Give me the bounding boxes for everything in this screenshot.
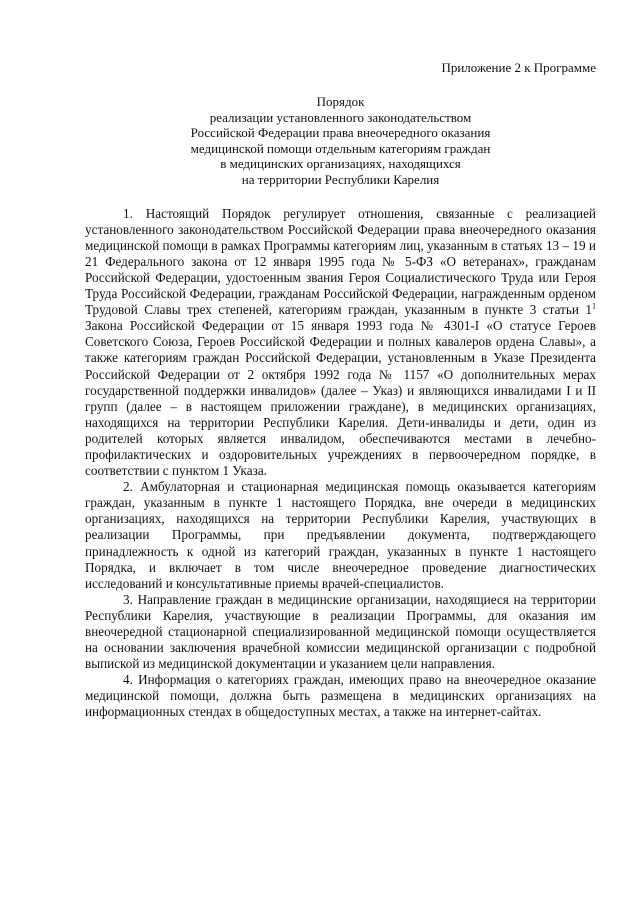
footnote-superscript: 1 xyxy=(592,301,596,311)
paragraph-2: 2. Амбулаторная и стационарная медицинская помощь оказывается категориям граждан, указанным в пункте 1 настоящего Порядка, вне очереди в медицинских организациях, находящихся на территории Республики Карелия, участвующих в реализации Программы, при предъявлении документа, подтверждающего принадлежность к одной из категорий граждан, указанных в пункте 1 настоящего Порядка, и включает в том числе внеочередное проведение диагностических исследований и консультативные приемы врачей-специалистов. xyxy=(85,479,596,591)
paragraph-1-text-end: Закона Российской Федерации от 15 января 1993 года № 4301-I «О статусе Героев Советского Союза, Героев Российской Федерации и полных кавалеров ордена Славы», а также категориям граждан Российской Федерации, установленным в Указе Президента Российской Федерации от 2 октября 1992 года № 1157 «О дополнительных мерах государственной поддержки инвалидов» (далее – Указ) и являющихся инвалидами I и II групп (далее – в настоящем приложении граждане), в медицинских организациях, находящихся на территории Республики Карелия. Дети-инвалиды и дети, один из родителей которых является инвалидом, обеспечиваются местами в лечебно-профилактических и оздоровительных учреждениях в первоочередном порядке, в соответствии с пунктом 1 Указа. xyxy=(85,318,596,479)
paragraph-4: 4. Информация о категориях граждан, имеющих право на внеочередное оказание медицинской помощи, должна быть размещена в медицинских организациях на информационных стендах в общедоступных местах, а также на интернет-сайтах. xyxy=(85,672,596,720)
title-line: на территории Республики Карелия xyxy=(241,171,440,187)
document-title xyxy=(85,94,596,188)
title-line: в медицинских организациях, находящихся xyxy=(220,156,461,172)
appendix-label: Приложение 2 к Программе xyxy=(441,60,596,75)
title-line: медицинской помощи отдельным категориям граждан xyxy=(190,140,491,156)
document-body xyxy=(85,206,596,721)
paragraph-1 xyxy=(85,206,596,480)
title-line: реализации установленного законодательством xyxy=(209,109,472,125)
paragraph-3: 3. Направление граждан в медицинские организации, находящиеся на территории Республики Карелия, участвующие в реализации Программы, для оказания им внеочередной стационарной специализированной медицинской помощи осуществляется на основании заключения врачебной комиссии медицинской организации с подробной выпиской из медицинской документации и указанием цели направления. xyxy=(85,591,596,672)
title-line: Порядок xyxy=(316,94,365,109)
paragraph-1-text-start: 1. Настоящий Порядок регулирует отношения, связанные с реализацией установленного законодательством Российской Федерации права внеочередного оказания медицинской помощи в рамках Программы категориям лиц, указанным в статьях 13 – 19 и 21 Федерального закона от 12 января 1995 года № 5-ФЗ «О ветеранах», гражданам Российской Федерации, удостоенным звания Героя Социалистического Труда или Героя Труда Российской Федерации, гражданам Российской Федерации, награжденным орденом Трудовой Славы трех степеней, категориям граждан, указанным в пункте 3 статьи 1 xyxy=(85,205,596,318)
title-line: Российской Федерации права внеочередного оказания xyxy=(190,125,491,141)
